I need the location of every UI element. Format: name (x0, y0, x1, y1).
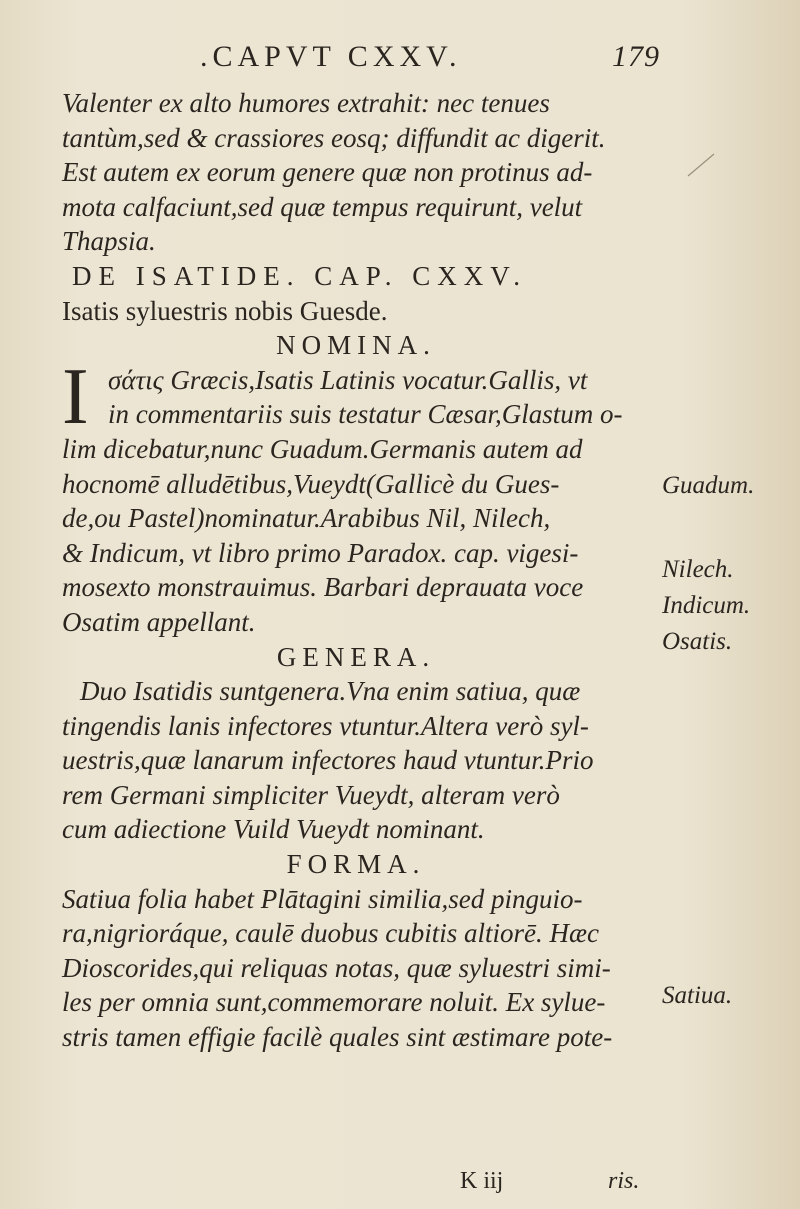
catchword-line (460, 1168, 660, 1202)
subheading-forma: FORMA. (286, 849, 426, 880)
text-line: de,ou Pastel)nominatur.Arabibus Nil, Nilech, (62, 503, 551, 534)
text-line: cum adiectione Vuild Vueydt nominant. (62, 814, 485, 845)
text-line: & Indicum, vt libro primo Paradox. cap. vigesi- (62, 537, 579, 568)
text-line: Valenter ex alto humores extrahit: nec tenues (62, 88, 550, 118)
text-line: rem Germani simpliciter Vueydt, alteram verò (62, 779, 560, 810)
text-block (62, 86, 650, 1055)
margin-note-nilech: Nilech. (662, 556, 734, 583)
section-heading: DE ISATIDE. CAP. CXXV. (72, 260, 528, 291)
running-head (200, 40, 660, 76)
chapter-heading: .CAPVT CXXV. (200, 40, 462, 73)
text-line: Thapsia. (62, 226, 156, 257)
text-line-body: σάτις Græcis,Isatis Latinis vocatur.Gallis, vt (108, 364, 588, 395)
text-line: Satiua folia habet Plātagini similia,sed pinguio- (62, 883, 583, 914)
text-line (62, 397, 650, 432)
subheading-genera: GENERA. (276, 641, 436, 672)
text-line: Duo Isatidis suntgenera.Vna enim satiua, quæ (80, 676, 581, 707)
margin-notes (662, 0, 800, 1209)
text-line: lim dicebatur,nunc Guadum.Germanis autem ad (62, 433, 583, 464)
margin-note-guadum: Guadum. (662, 472, 755, 499)
text-line: Dioscorides,qui reliquas notas, quæ syluestri simi- (62, 952, 611, 983)
text-line: mosexto monstrauimus. Barbari deprauata voce (62, 572, 584, 603)
text-line-body: in commentariis suis testatur Cæsar,Glastum o- (108, 399, 623, 430)
text-line: hocnomē alludētibus,Vueydt(Gallicè du Gues- (62, 468, 560, 499)
text-line: stris tamen effigie facilè quales sint æstimare pote- (62, 1022, 613, 1053)
text-line: tingendis lanis infectores vtuntur.Altera verò syl- (62, 710, 589, 741)
margin-note-indicum: Indicum. (662, 592, 751, 619)
text-line: Osatim appellant. (62, 606, 256, 637)
text-line: mota calfaciunt,sed quæ tempus requirunt, velut (62, 191, 583, 222)
text-line: ra,nigrioráque, caulē duobus cubitis altiorē. Hæc (62, 918, 599, 949)
text-line: les per omnia sunt,commemorare noluit. Ex sylue- (62, 987, 606, 1018)
margin-note-satiua: Satiua. (662, 982, 733, 1009)
subheading-nomina: NOMINA. (276, 330, 436, 361)
drop-cap: I (62, 352, 89, 441)
pen-mark (686, 152, 716, 178)
signature-mark: K iij (460, 1168, 504, 1194)
margin-note-osatis: Osatis. (662, 628, 733, 655)
subtitle-line: Isatis syluestris nobis Guesde. (62, 295, 388, 326)
text-line: tantùm,sed & crassiores eosq; diffundit ac digerit. (62, 122, 606, 153)
catchword: ris. (608, 1168, 640, 1194)
text-line: Est autem ex eorum genere quæ non protinus ad- (62, 157, 593, 188)
text-line: uestris,quæ lanarum infectores haud vtuntur.Prio (62, 745, 594, 776)
page-number: 179 (612, 40, 660, 73)
